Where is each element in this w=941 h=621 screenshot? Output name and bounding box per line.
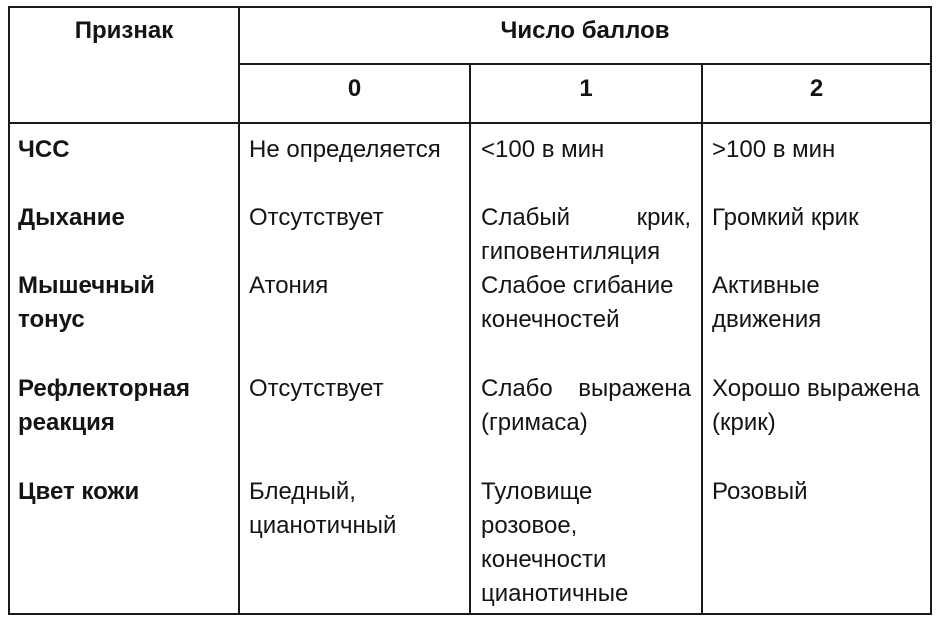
row-reflex-score-1: Слабо выражена (гримаса) (481, 375, 691, 436)
column-divider-1 (469, 63, 471, 615)
header-score-1: 1 (579, 75, 593, 102)
header-feature: Признак (74, 17, 174, 44)
row-hr-score-2: >100 в мин (712, 136, 836, 163)
row-muscle-score-1: Слабое сгибание конечностей (481, 272, 674, 333)
row-muscle-feature: Мышечный тонус (18, 272, 155, 333)
row-breathing-feature: Дыхание (18, 204, 125, 231)
column-divider-2 (701, 63, 703, 615)
table-border-left (8, 6, 10, 615)
table-border-top (8, 6, 932, 8)
row-hr-score-0: Не определяется (249, 136, 441, 163)
row-skin-score-2: Розовый (712, 478, 808, 505)
row-muscle-score-2: Активные движения (712, 272, 822, 333)
row-skin-feature: Цвет кожи (18, 478, 140, 505)
table-border-right (930, 6, 932, 615)
header-score: Число баллов (500, 17, 670, 44)
row-hr-score-1: <100 в мин (481, 136, 605, 163)
row-breathing-score-1: Слабый крик, гиповентиляция (481, 204, 691, 265)
row-reflex-score-0: Отсутствует (249, 375, 384, 402)
header-divider-scores (238, 63, 932, 65)
row-reflex-feature: Рефлекторная реакция (18, 375, 191, 436)
header-score-0: 0 (347, 75, 362, 102)
row-hr-feature: ЧСС (18, 136, 70, 163)
row-skin-score-1: Туловище розовое, конечности цианотичные (481, 478, 629, 607)
header-score-2: 2 (809, 75, 824, 102)
row-muscle-score-0: Атония (249, 272, 329, 299)
row-breathing-score-2: Громкий крик (712, 204, 859, 231)
row-breathing-score-0: Отсутствует (249, 204, 384, 231)
row-reflex-score-2: Хорошо выражена (крик) (712, 375, 920, 436)
row-skin-score-0: Бледный, цианотичный (249, 478, 397, 539)
